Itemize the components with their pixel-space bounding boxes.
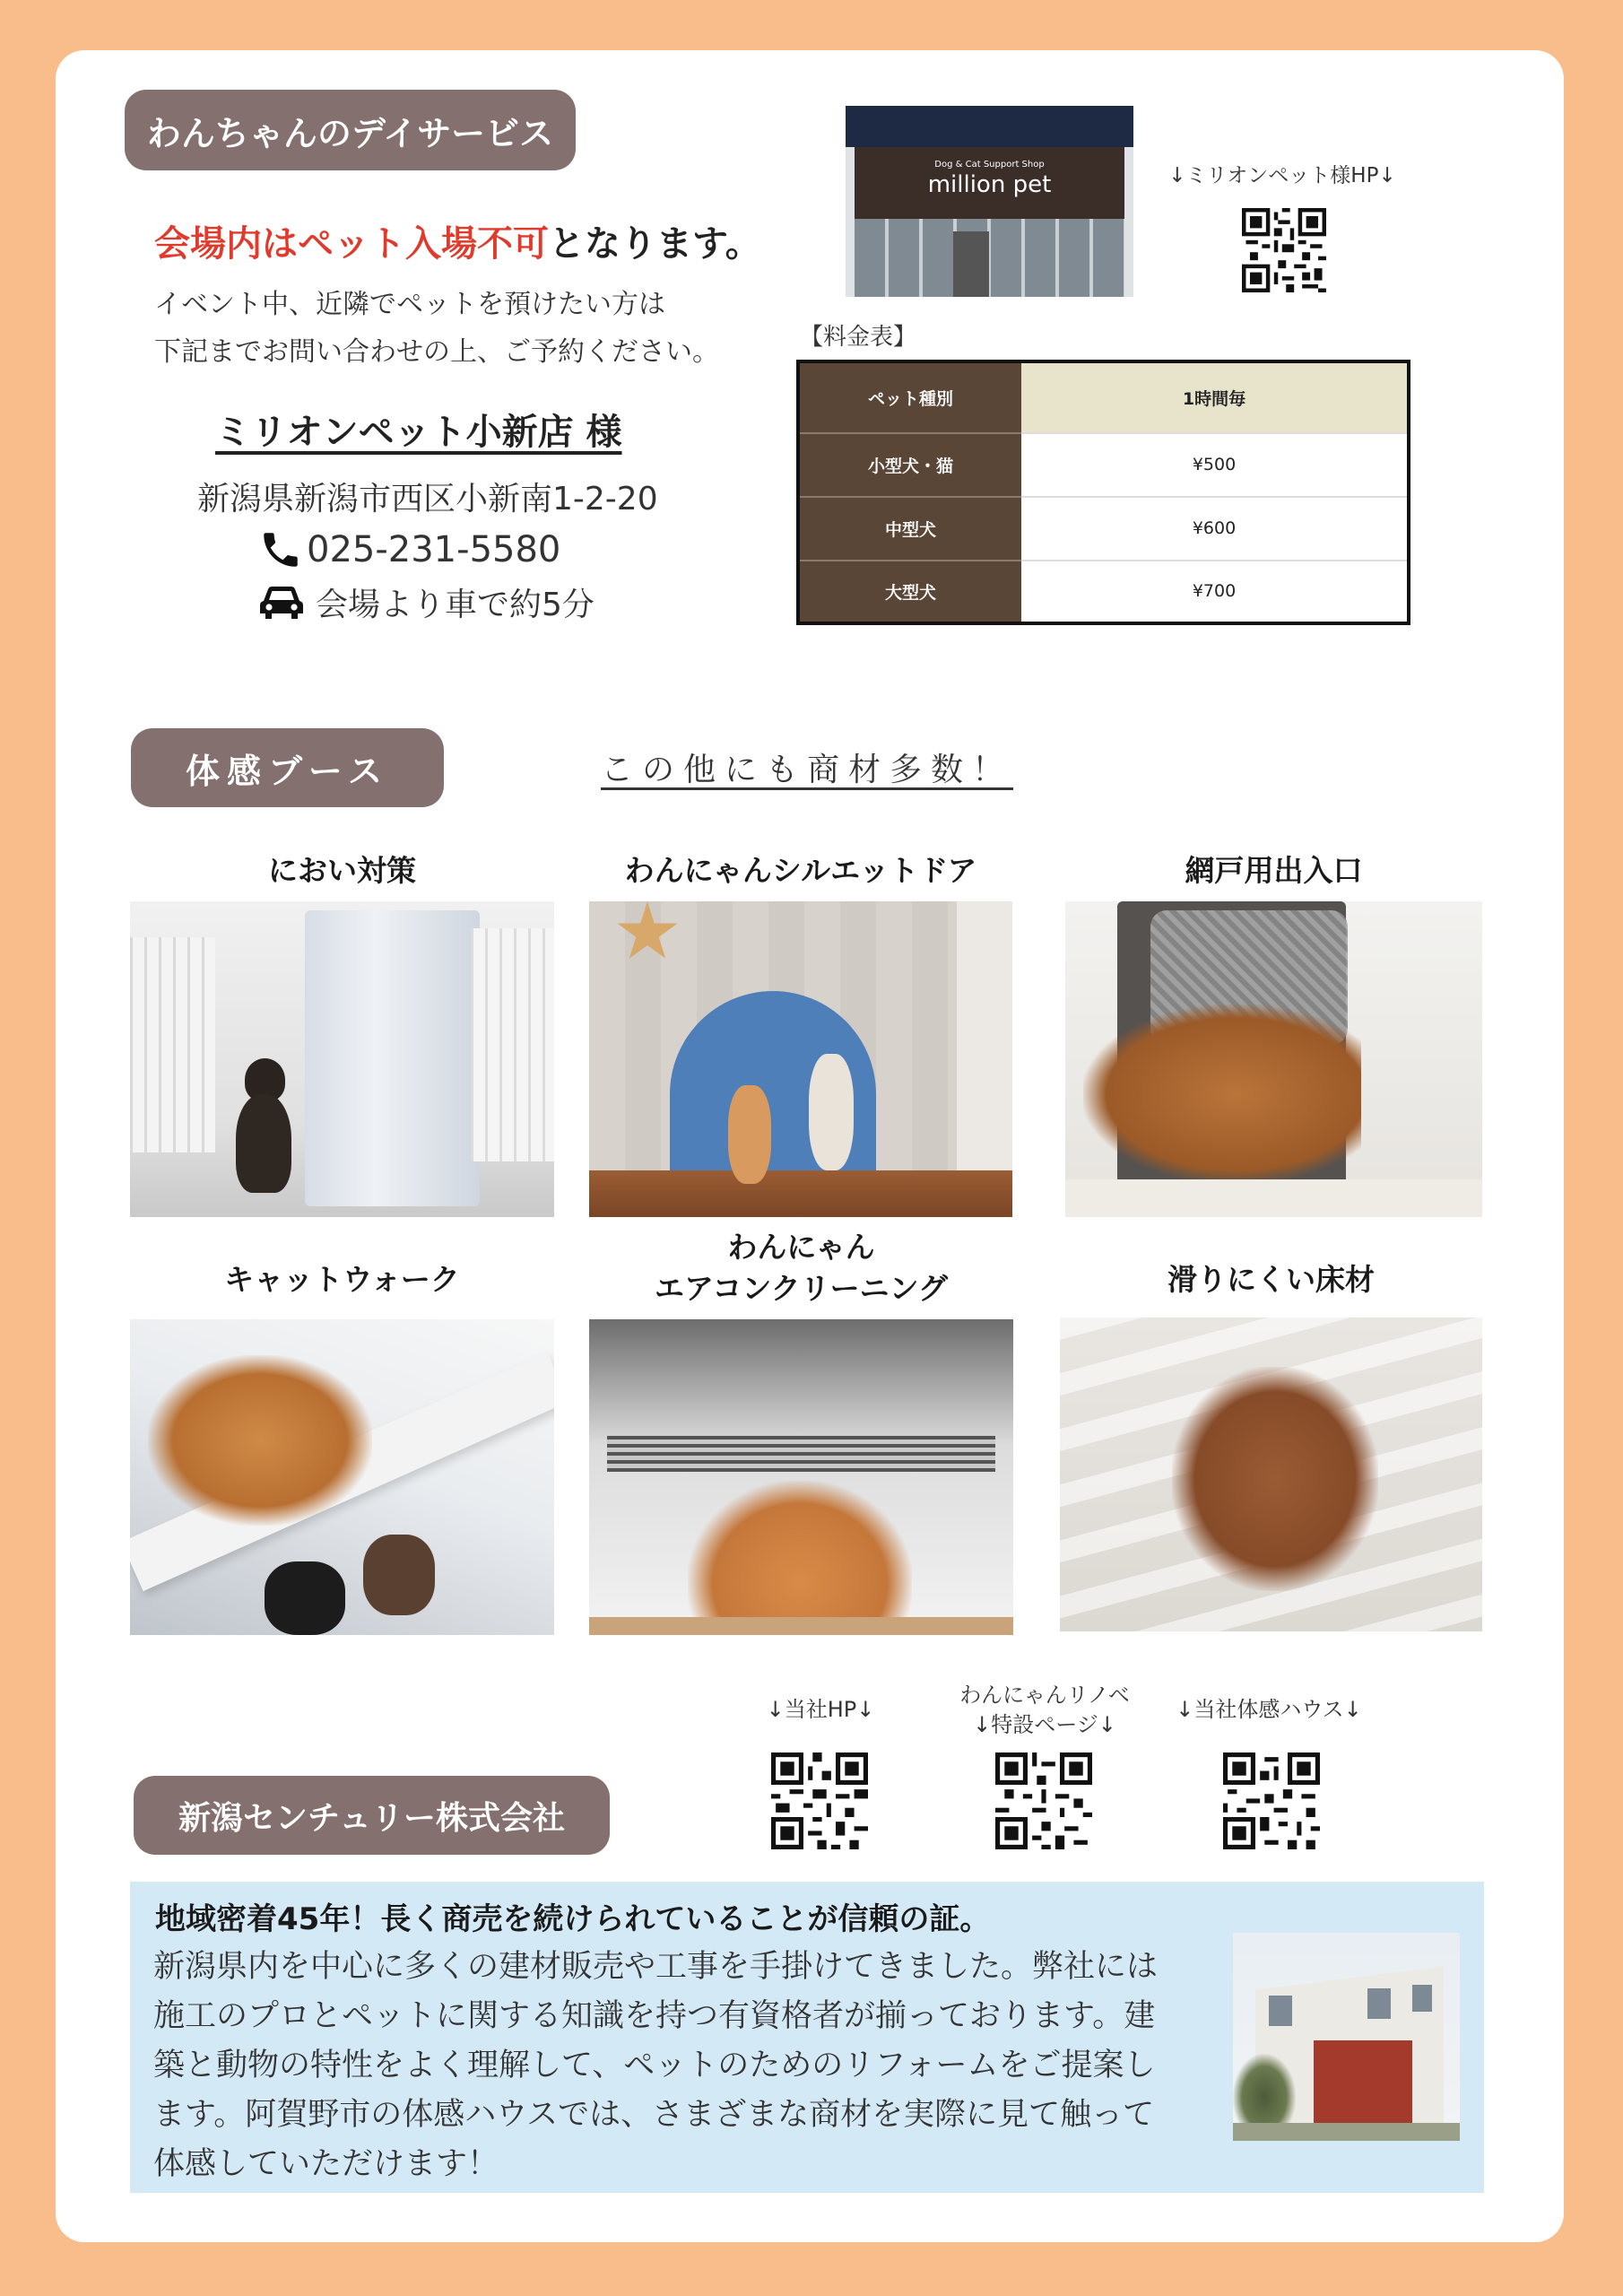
model-house-qr-code[interactable] — [1223, 1752, 1320, 1849]
photo-nonslip-floor-dog — [1060, 1318, 1482, 1631]
shop-name: ミリオンペット小新店 様 — [215, 412, 622, 453]
model-house-photo — [1233, 1933, 1460, 2141]
notice-desc-2: 下記までお問い合わせの上、ご予約ください。 — [154, 336, 719, 368]
store-photo — [846, 106, 1133, 297]
fee-table — [796, 360, 1410, 625]
fee-row-type: 大型犬 — [800, 561, 1021, 622]
model-house-label: ↓当社体感ハウス↓ — [1176, 1697, 1362, 1722]
store-sign-small: Dog & Cat Support Shop — [934, 160, 1045, 170]
notice-red: 会場内はペット入場不可 — [154, 223, 549, 265]
photo-air-purifier-cat — [130, 901, 554, 1217]
photo-cat-walk — [130, 1319, 554, 1635]
company-hp-label: ↓当社HP↓ — [766, 1697, 875, 1722]
notice-desc-1: イベント中、近隣でペットを預けたい方は — [154, 289, 665, 320]
company-body-line: ます。阿賀野市の体感ハウスでは、さまざまな商材を実際に見て触って — [153, 2097, 1155, 2133]
access-text: 会場より車で約5分 — [316, 587, 595, 623]
million-pet-qr-code[interactable] — [1242, 208, 1326, 292]
fee-header-type: ペット種別 — [800, 363, 1021, 433]
booth-tagline: この他にも商材多数！ — [601, 752, 1014, 788]
renovation-page-qr-code[interactable] — [995, 1752, 1092, 1849]
booth-caption-nonslip-floor: 滑りにくい床材 — [1167, 1262, 1375, 1297]
car-icon — [256, 580, 307, 625]
booth-caption-odor: におい対策 — [268, 853, 416, 888]
company-hp-qr-code[interactable] — [771, 1752, 868, 1849]
renovation-label-2: ↓特設ページ↓ — [973, 1712, 1116, 1737]
million-pet-hp-label: ↓ミリオンペット様HP↓ — [1168, 164, 1396, 187]
company-body — [153, 1943, 1229, 2189]
booth-caption-aircon-cleaning-2: エアコンクリーニング — [654, 1271, 949, 1306]
access-row — [256, 579, 595, 625]
fee-row-price: ¥700 — [1192, 581, 1237, 602]
photo-aircon-cat — [589, 1319, 1013, 1635]
fee-row-price: ¥500 — [1021, 433, 1407, 497]
phone-number: 025-231-5580 — [307, 529, 561, 570]
company-body-line: 新潟県内を中心に多くの建材販売や工事を手掛けてきました。弊社には — [153, 1949, 1159, 1985]
fee-row-price: ¥600 — [1021, 497, 1407, 561]
notice-black: となります。 — [549, 223, 761, 265]
fee-row-type: 小型犬・猫 — [800, 433, 1021, 497]
store-sign-big: million pet — [927, 171, 1052, 198]
photo-silhouette-door-cats — [589, 901, 1012, 1217]
day-service-badge: わんちゃんのデイサービス — [125, 90, 576, 170]
company-body-line: 体感していただけます！ — [153, 2146, 499, 2182]
company-body-line: 築と動物の特性をよく理解して、ペットのためのリフォームをご提案し — [153, 2048, 1156, 2083]
company-headline: 地域密着45年！長く商売を続けられていることが信頼の証。 — [155, 1901, 991, 1937]
booth-badge: 体感ブース — [131, 728, 444, 807]
renovation-label-1: わんにゃんリノベ — [959, 1683, 1130, 1708]
company-info-box — [130, 1882, 1484, 2193]
booth-caption-cat-walk: キャットウォーク — [224, 1262, 460, 1297]
fee-title: 【料金表】 — [800, 324, 917, 351]
fee-header-rate: 1時間毎 — [1021, 363, 1407, 433]
fee-row-type: 中型犬 — [800, 497, 1021, 561]
photo-screen-door-dog — [1065, 901, 1482, 1217]
company-body-line: 施工のプロとペットに関する知識を持つ有資格者が揃っております。建 — [153, 1998, 1156, 2034]
company-badge: 新潟センチュリー株式会社 — [134, 1776, 610, 1855]
booth-caption-screen-door: 網戸用出入口 — [1185, 853, 1363, 888]
booth-caption-aircon-cleaning-1: わんにゃん — [727, 1230, 875, 1265]
pet-notice — [154, 215, 761, 266]
phone-row[interactable] — [258, 527, 560, 572]
booth-caption-silhouette-door: わんにゃんシルエットドア — [624, 853, 977, 888]
shop-address: 新潟県新潟市西区小新南1-2-20 — [197, 481, 658, 517]
phone-icon — [258, 527, 303, 572]
